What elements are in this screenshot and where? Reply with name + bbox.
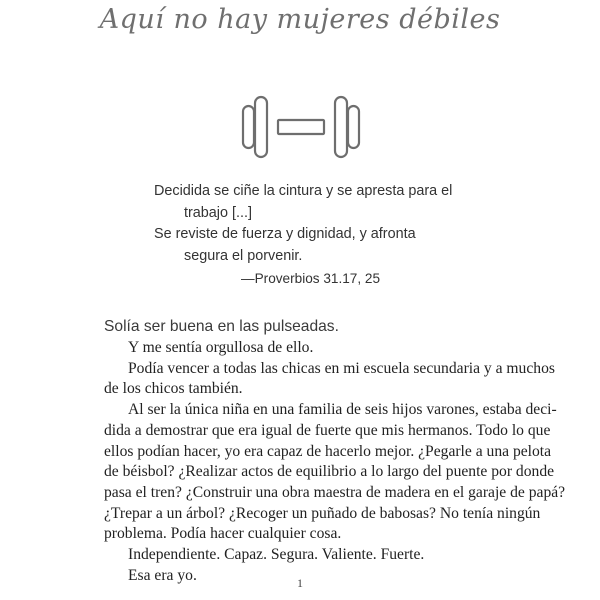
paragraph-line: Esa era yo.: [128, 566, 197, 584]
dumbbell-icon: [238, 92, 364, 162]
epigraph-line: trabajo [...]: [184, 204, 252, 221]
body-text: [104, 316, 566, 586]
paragraph-line: Al ser la única niña en una familia de seis hijos varones, estaba deci-: [128, 401, 557, 419]
paragraph-line: Y me sentía orgullosa de ello.: [128, 339, 314, 356]
dumbbell-left-inner-plate: [255, 97, 267, 157]
paragraph-line: de los chicos también.: [104, 380, 243, 398]
dumbbell-handle: [278, 120, 324, 134]
dumbbell-right-outer-plate: [348, 106, 359, 148]
dumbbell-left-outer-plate: [243, 106, 254, 148]
epigraph-line: Decidida se ciñe la cintura y se apresta para el: [154, 183, 453, 199]
epigraph-line: Se reviste de fuerza y dignidad, y afronta: [154, 226, 416, 242]
paragraph-line: ellos podían hacer, yo era capaz de hacerlo mejor. ¿Pegarle a una pelota: [104, 442, 552, 460]
lead-sentence: Solía ser buena en las pulseadas.: [104, 318, 339, 335]
paragraph-line: Independiente. Capaz. Segura. Valiente. Fuerte.: [128, 546, 425, 564]
epigraph: [154, 181, 484, 290]
paragraph-line: problema. Podía hacer cualquier cosa.: [104, 525, 342, 543]
paragraph-line: Podía vencer a todas las chicas en mi escuela secundaria y a muchos: [128, 359, 555, 377]
epigraph-attribution: —Proverbios 31.17, 25: [241, 271, 381, 286]
chapter-title: Aquí no hay mujeres débiles: [99, 4, 501, 35]
paragraph-line: ¿Trepar a un árbol? ¿Recoger un puñado de babosas? No tenía ningún: [104, 504, 541, 522]
dumbbell-right-inner-plate: [335, 97, 347, 157]
paragraph-line: de béisbol? ¿Realizar actos de equilibrio a lo largo del puente por donde: [104, 463, 555, 481]
page-number: 1: [297, 576, 303, 590]
paragraph-line: pasa el tren? ¿Construir una obra maestra de madera en el garaje de papá?: [104, 483, 566, 501]
epigraph-line: segura el porvenir.: [184, 247, 303, 264]
paragraph-line: dida a demostrar que era igual de fuerte que mis hermanos. Todo lo que: [104, 421, 551, 439]
